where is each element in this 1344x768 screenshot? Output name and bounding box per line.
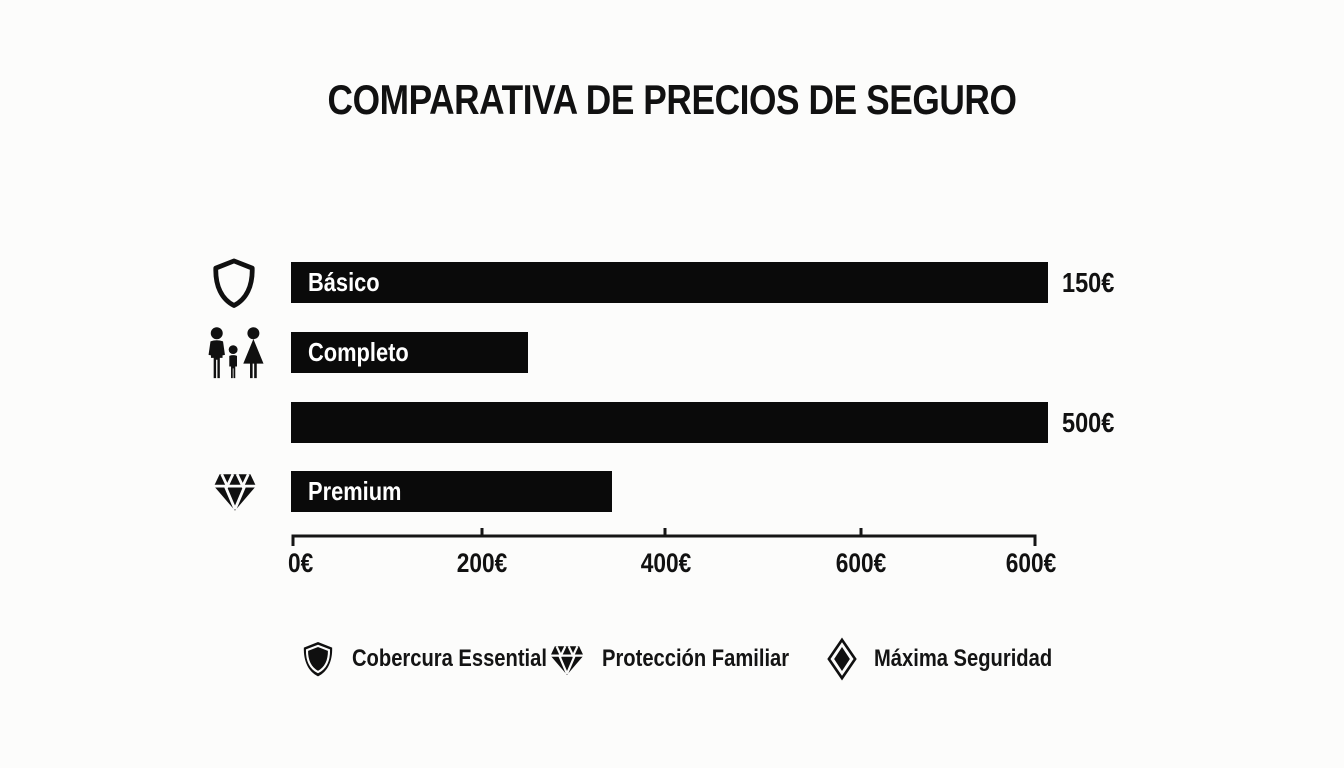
legend-item-essential <box>301 636 584 682</box>
shield-outline-icon <box>211 258 257 313</box>
bar-unnamed <box>291 402 1048 443</box>
value-label-unnamed: 500€ <box>1062 407 1115 438</box>
x-tick-2: 400€ <box>640 548 692 578</box>
legend-item-familiar <box>549 636 825 682</box>
legend-label-essential: Cobercura Essential <box>352 645 547 672</box>
diamond-gem-icon <box>549 643 585 676</box>
bar-label-premium: Premium <box>308 476 402 506</box>
bar-label-completo: Completo <box>308 337 409 367</box>
chart-title: COMPARATIVA DE PRECIOS DE SEGURO <box>327 76 1017 123</box>
bar-premium <box>291 471 612 512</box>
x-tick-3: 600€ <box>835 548 887 578</box>
family-icon <box>206 326 268 385</box>
x-tick-1: 200€ <box>456 548 508 578</box>
diamond-rhombus-icon <box>827 637 857 681</box>
diamond-gem-icon <box>212 470 258 517</box>
x-tick-4: 600€ <box>1005 548 1057 578</box>
bar-basico <box>291 262 1048 303</box>
legend-label-seguridad: Máxima Seguridad <box>874 645 1053 672</box>
legend-item-seguridad <box>827 636 1086 682</box>
x-tick-0: 0€ <box>288 548 314 578</box>
value-label-basico: 150€ <box>1062 267 1115 298</box>
bar-completo <box>291 332 528 373</box>
shield-filled-icon <box>301 638 335 680</box>
legend-label-familiar: Protección Familiar <box>602 645 790 672</box>
bar-label-basico: Básico <box>308 267 380 297</box>
